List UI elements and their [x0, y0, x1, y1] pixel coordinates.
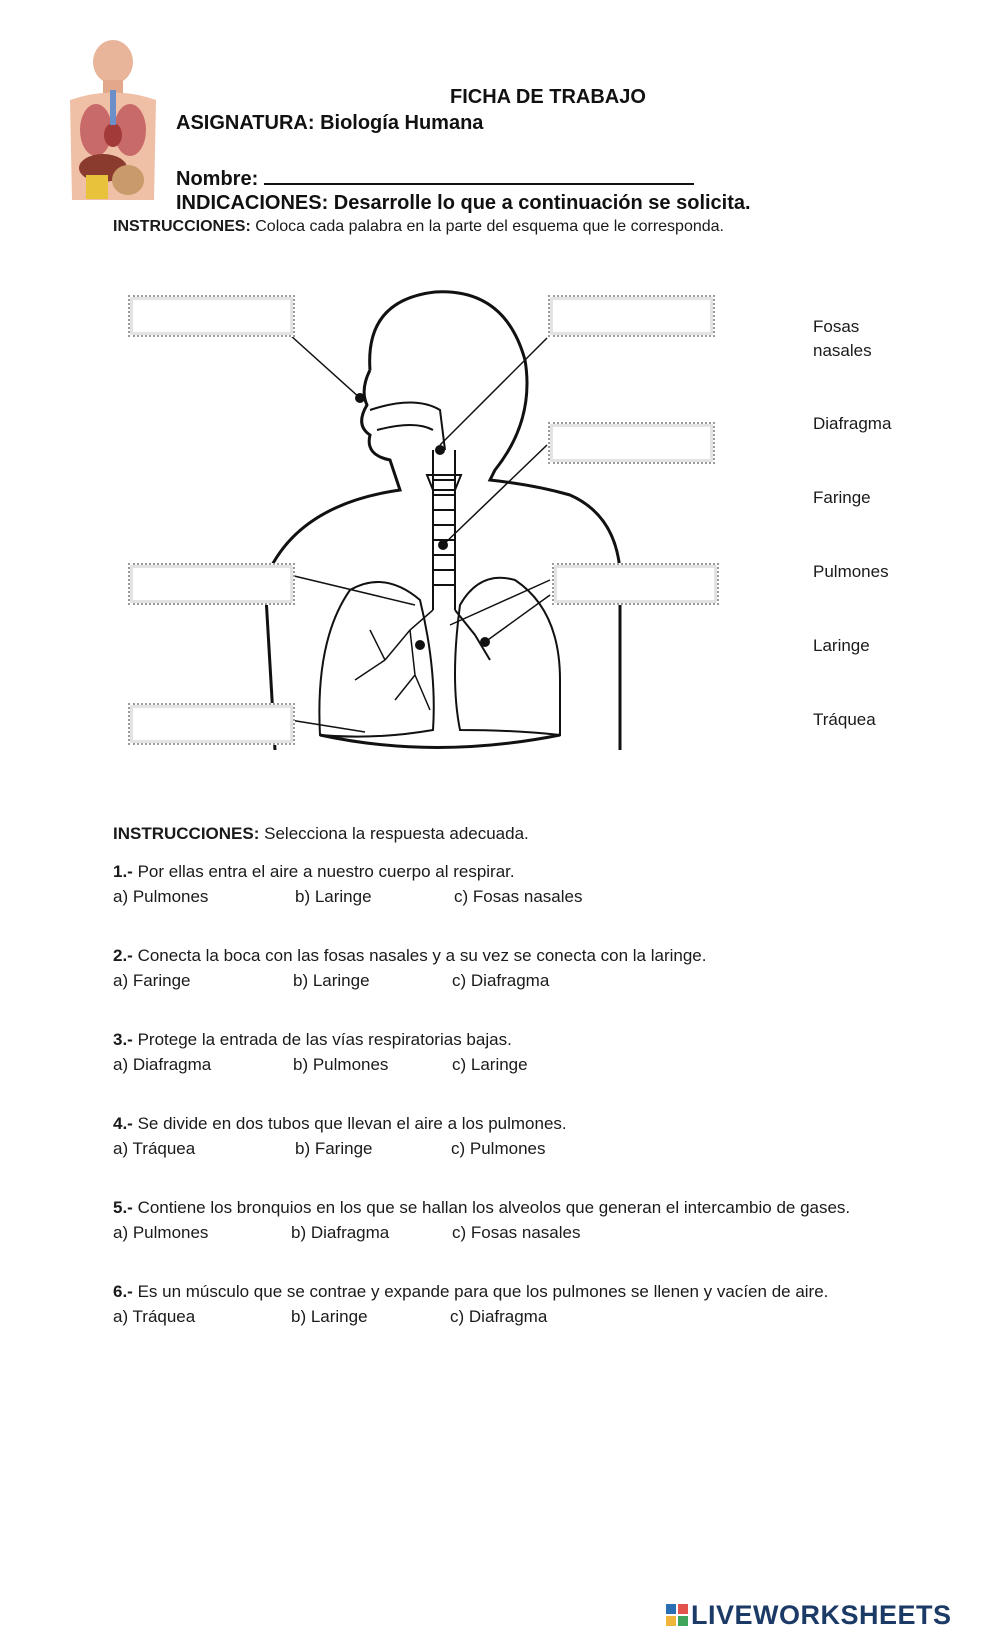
question-text: Por ellas entra el aire a nuestro cuerpo al respirar. — [137, 862, 515, 881]
liveworksheets-logo — [666, 1600, 952, 1631]
question-number: 5.- — [113, 1198, 133, 1217]
liveworksheets-brand: LIVEWORKSHEETS — [691, 1600, 952, 1630]
worksheet-title: FICHA DE TRABAJO — [450, 86, 646, 108]
instructions-2-text: Selecciona la respuesta adecuada. — [264, 824, 529, 843]
indications-text: INDICACIONES: Desarrolle lo que a continuación se solicita. — [176, 192, 751, 214]
option-b[interactable]: b) Faringe — [295, 1139, 373, 1158]
instructions-1 — [113, 218, 724, 236]
torso-anatomy-image — [58, 40, 168, 205]
option-c[interactable]: c) Laringe — [452, 1055, 528, 1074]
question-text: Contiene los bronquios en los que se hallan los alveolos que generan el intercambio de gases. — [137, 1198, 851, 1217]
option-a[interactable]: a) Tráquea — [113, 1139, 196, 1158]
question-3 — [113, 1030, 512, 1050]
option-b[interactable]: b) Laringe — [293, 971, 370, 990]
instructions-2 — [113, 824, 529, 844]
question-4 — [113, 1114, 567, 1134]
question-number: 3.- — [113, 1030, 133, 1049]
option-a[interactable]: a) Faringe — [113, 971, 191, 990]
drop-box-pharynx[interactable] — [548, 295, 715, 337]
drop-box-lungs[interactable] — [552, 563, 719, 605]
question-number: 1.- — [113, 862, 133, 881]
option-c[interactable]: c) Fosas nasales — [452, 1223, 581, 1242]
option-a[interactable]: a) Diafragma — [113, 1055, 212, 1074]
subject-label: ASIGNATURA: Biología Humana — [176, 112, 484, 134]
question-6 — [113, 1282, 828, 1302]
option-a[interactable]: a) Pulmones — [113, 887, 209, 906]
option-a[interactable]: a) Tráquea — [113, 1307, 196, 1326]
name-row — [176, 165, 694, 191]
drop-box-nasal[interactable] — [128, 295, 295, 337]
instructions-1-label: INSTRUCCIONES: — [113, 218, 251, 235]
option-a[interactable]: a) Pulmones — [113, 1223, 209, 1242]
question-1 — [113, 862, 515, 882]
instructions-1-text: Coloca cada palabra en la parte del esquema que le corresponda. — [255, 218, 724, 235]
question-number: 4.- — [113, 1114, 133, 1133]
word-bank-item[interactable]: Faringe — [813, 488, 871, 507]
question-text: Se divide en dos tubos que llevan el aire a los pulmones. — [137, 1114, 567, 1133]
drop-box-larynx[interactable] — [548, 422, 715, 464]
option-b[interactable]: b) Laringe — [291, 1307, 368, 1326]
option-c[interactable]: c) Pulmones — [451, 1139, 546, 1158]
option-b[interactable]: b) Diafragma — [291, 1223, 390, 1242]
word-bank-item[interactable]: Fosas nasales — [813, 317, 872, 360]
question-number: 2.- — [113, 946, 133, 965]
option-b[interactable]: b) Laringe — [295, 887, 372, 906]
option-c[interactable]: c) Diafragma — [452, 971, 550, 990]
instructions-2-label: INSTRUCCIONES: — [113, 824, 260, 843]
word-bank-item[interactable]: Tráquea — [813, 710, 876, 729]
word-bank-item[interactable]: Pulmones — [813, 562, 889, 581]
question-text: Protege la entrada de las vías respiratorias bajas. — [137, 1030, 512, 1049]
name-blank-line[interactable] — [264, 165, 694, 185]
question-number: 6.- — [113, 1282, 133, 1301]
liveworksheets-icon — [666, 1604, 688, 1628]
drop-box-diaphragm[interactable] — [128, 703, 295, 745]
question-2 — [113, 946, 706, 966]
question-text: Es un músculo que se contrae y expande para que los pulmones se llenen y vacíen de aire. — [137, 1282, 829, 1301]
option-c[interactable]: c) Fosas nasales — [454, 887, 583, 906]
word-bank-item[interactable]: Diafragma — [813, 414, 892, 433]
word-bank-item[interactable]: Laringe — [813, 636, 870, 655]
question-5 — [113, 1198, 850, 1218]
drop-box-trachea[interactable] — [128, 563, 295, 605]
question-text: Conecta la boca con las fosas nasales y a su vez se conecta con la laringe. — [137, 946, 707, 965]
name-label: Nombre: — [176, 168, 259, 190]
option-b[interactable]: b) Pulmones — [293, 1055, 389, 1074]
option-c[interactable]: c) Diafragma — [450, 1307, 548, 1326]
